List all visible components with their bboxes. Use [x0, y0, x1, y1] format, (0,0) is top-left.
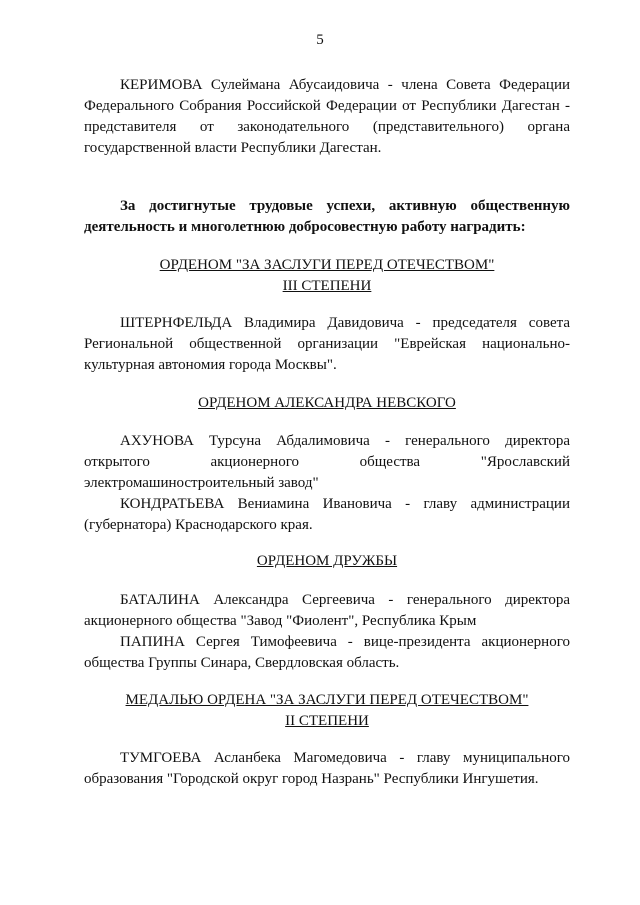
section-heading-line2: III СТЕПЕНИ	[282, 278, 372, 294]
section-order-nevsky	[84, 393, 570, 414]
award-entry: АХУНОВА Турсуна Абдалимовича - генерального директора открытого акционерного общества "Ярославский электромашиностроительный завод"	[84, 433, 570, 491]
section-heading	[84, 255, 570, 297]
intro-block	[84, 75, 570, 159]
section-heading-line1: ОРДЕНОМ ДРУЖБЫ	[256, 553, 398, 569]
section-heading	[84, 393, 570, 414]
award-entry: ПАПИНА Сергея Тимофеевича - вице-президента акционерного общества Группы Синара, Свердловская область.	[84, 634, 570, 671]
award-entry: КОНДРАТЬЕВА Вениамина Ивановича - главу администрации (губернатора) Краснодарского края.	[84, 496, 570, 533]
section-order-merit-3	[84, 255, 570, 297]
page-number: 5	[316, 32, 324, 48]
section-heading-line1: ОРДЕНОМ АЛЕКСАНДРА НЕВСКОГО	[198, 395, 456, 411]
section-heading	[84, 690, 570, 732]
award-entry: ТУМГОЕВА Асланбека Магомедовича - главу муниципального образования "Городской округ город Назрань" Республики Ингушетия.	[84, 750, 570, 787]
section-1-entries	[84, 313, 570, 376]
intro-paragraph: КЕРИМОВА Сулеймана Абусаидовича - члена Совета Федерации Федерального Собрания Российской Федерации от Республики Дагестан - представителя от законодательного (представительного) органа государственной власти Республики Дагестан.	[84, 77, 570, 156]
award-statement: За достигнутые трудовые успехи, активную общественную деятельность и многолетнюю добросовестную работу наградить:	[84, 198, 570, 235]
award-entry: БАТАЛИНА Александра Сергеевича - генерального директора акционерного общества "Завод "Фиолент", Республика Крым	[84, 592, 570, 629]
section-heading-line1: ОРДЕНОМ "ЗА ЗАСЛУГИ ПЕРЕД ОТЕЧЕСТВОМ"	[159, 257, 495, 273]
award-statement-block	[84, 196, 570, 238]
section-medal-merit-2	[84, 690, 570, 732]
section-heading-line2: II СТЕПЕНИ	[285, 713, 369, 729]
section-2-entries	[84, 431, 570, 536]
section-order-friendship	[84, 551, 570, 572]
award-entry: ШТЕРНФЕЛЬДА Владимира Давидовича - председателя совета Региональной общественной организации "Еврейская национально-культурная автономия города Москвы".	[84, 315, 570, 373]
section-heading-line1: МЕДАЛЬЮ ОРДЕНА "ЗА ЗАСЛУГИ ПЕРЕД ОТЕЧЕСТВОМ"	[125, 692, 529, 708]
section-heading	[84, 551, 570, 572]
section-3-entries	[84, 590, 570, 674]
section-4-entries	[84, 748, 570, 790]
